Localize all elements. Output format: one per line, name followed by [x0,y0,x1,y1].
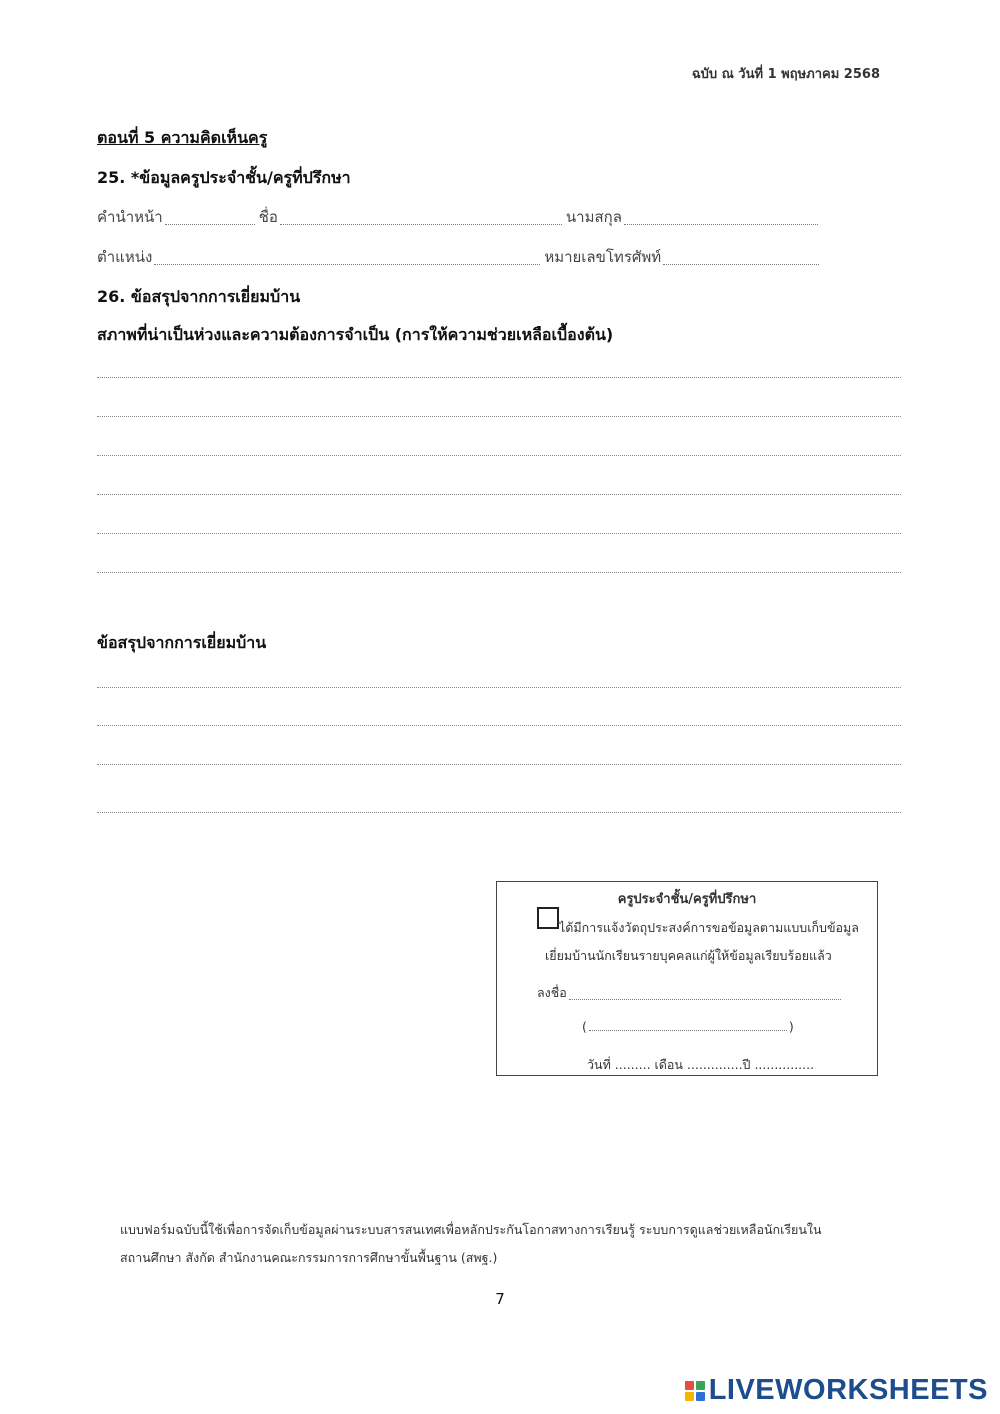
surname-field[interactable] [624,223,818,225]
brand-text: LIVEWORKSHEETS [708,1374,988,1406]
ack-signature-row [537,983,841,1003]
phone-field[interactable] [663,263,819,265]
ack-checkbox[interactable] [537,907,559,929]
footnote-line1: แบบฟอร์มฉบับนี้ใช้เพื่อการจัดเก็บข้อมูลผ่านระบบสารสนเทศเพื่อหลักประกันโอกาสทางการเรียนรู้ ระบบการดูแลช่วยเหลือนักเรียนใน [120,1222,822,1237]
ack-date-line[interactable]: วันที่ ......... เดือน ..............ปี ............... [587,1057,815,1072]
concerns-answer-line[interactable] [97,572,901,573]
summary-answer-line[interactable] [97,812,901,813]
position-field[interactable] [154,263,540,265]
ack-printed-name-row [582,1019,794,1034]
liveworksheets-brand [685,1374,988,1407]
prefix-field[interactable] [165,223,255,225]
page-number: 7 [495,1290,505,1308]
summary-answer-line[interactable] [97,687,901,688]
summary-answer-line[interactable] [97,764,901,765]
teacher-name-row [97,205,822,229]
surname-label: นามสกุล [565,208,622,226]
footnote-line2: สถานศึกษา สังกัด สำนักงานคณะกรรมการการศึกษาขั้นพื้นฐาน (สพฐ.) [120,1250,498,1265]
question-25-title: 25. *ข้อมูลครูประจำชั้น/ครูที่ปรึกษา [97,168,351,187]
summary-answer-line[interactable] [97,725,901,726]
concerns-answer-line[interactable] [97,416,901,417]
part-title: ตอนที่ 5 ความคิดเห็นครู [97,128,268,147]
question-26-title: 26. ข้อสรุปจากการเยี่ยมบ้าน [97,287,301,306]
position-label: ตำแหน่ง [97,248,153,266]
question-26-subtitle: สภาพที่น่าเป็นห่วงและความต้องการจำเป็น (การให้ความช่วยเหลือเบื้องต้น) [97,325,614,344]
name-field[interactable] [280,223,562,225]
printed-name-field[interactable] [589,1030,787,1031]
name-label: ชื่อ [258,208,278,226]
paren-close: ) [788,1019,794,1034]
teacher-position-row [97,245,823,269]
ack-text-line1: ได้มีการแจ้งวัตถุประสงค์การขอข้อมูลตามแบบเก็บข้อมูล [559,920,859,935]
ack-text-line2: เยี่ยมบ้านนักเรียนรายบุคคลแก่ผู้ให้ข้อมูลเรียบร้อยแล้ว [545,948,832,963]
concerns-answer-line[interactable] [97,377,901,378]
ack-title: ครูประจำชั้น/ครูที่ปรึกษา [617,892,757,907]
acknowledgement-box [496,881,878,1076]
phone-label: หมายเลขโทรศัพท์ [544,248,662,266]
concerns-answer-line[interactable] [97,455,901,456]
prefix-label: คำนำหน้า [97,208,163,226]
sign-label: ลงชื่อ [537,985,567,1000]
summary-title: ข้อสรุปจากการเยี่ยมบ้าน [97,633,267,652]
signature-field[interactable] [569,999,841,1000]
concerns-answer-line[interactable] [97,494,901,495]
paren-open: ( [582,1019,587,1034]
liveworksheets-logo-icon [685,1381,705,1401]
concerns-answer-line[interactable] [97,533,901,534]
version-date: ฉบับ ณ วันที่ 1 พฤษภาคม 2568 [691,67,880,82]
